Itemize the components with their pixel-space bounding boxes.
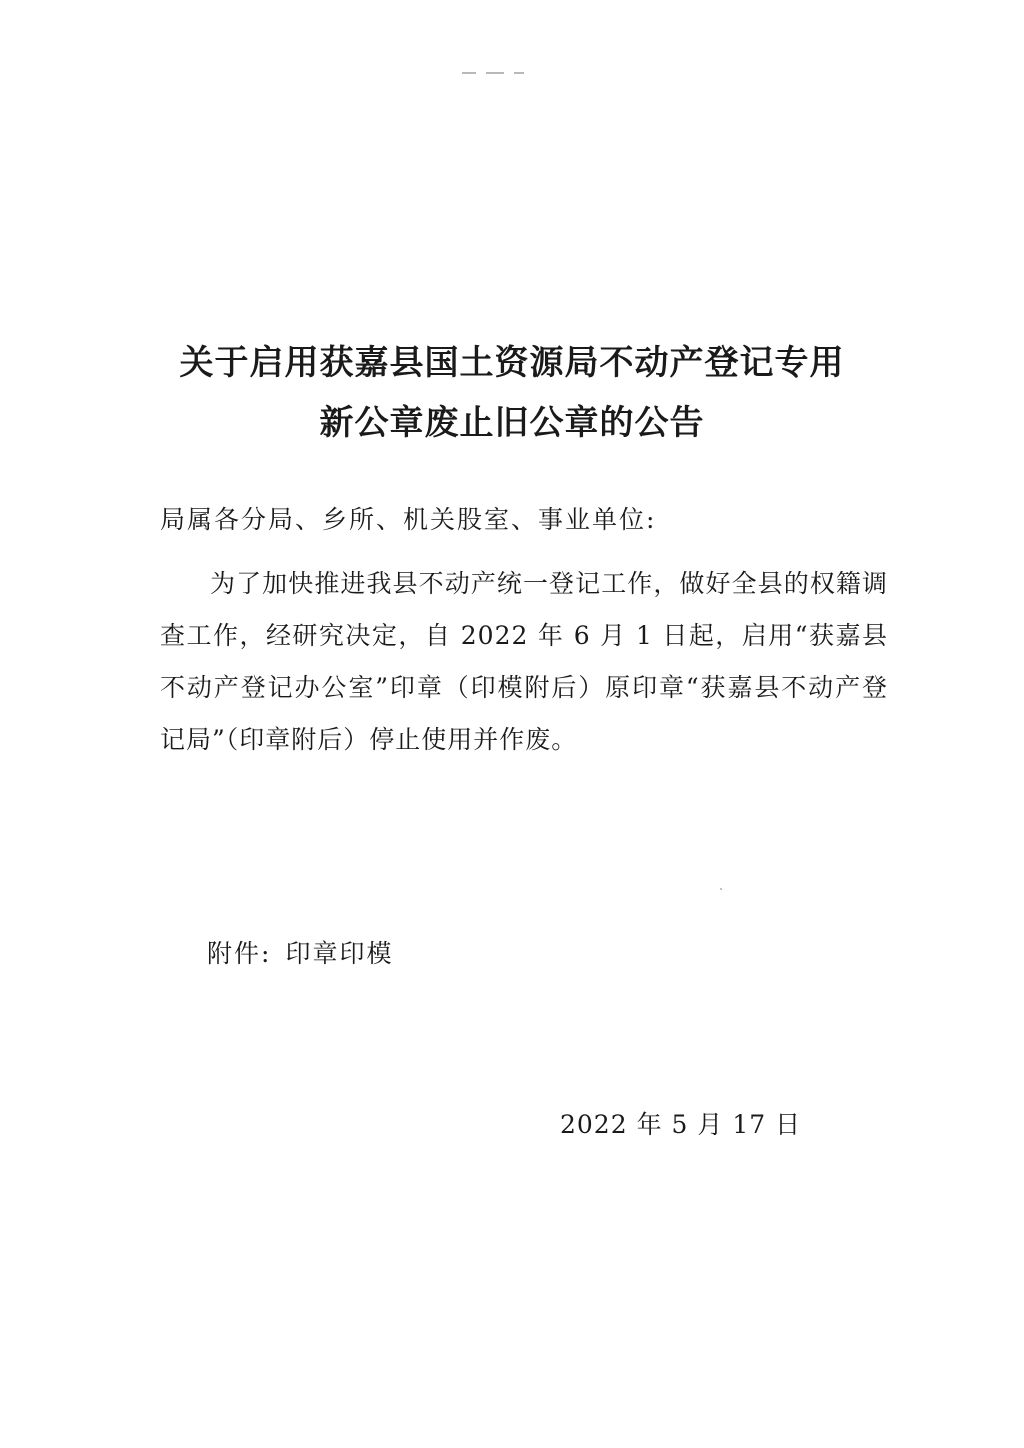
document-title-line-2: 新公章废止旧公章的公告 bbox=[319, 403, 705, 443]
body-paragraph: 为了加快推进我县不动产统一登记工作，做好全县的权籍调查工作，经研究决定，自 2022 年 6 月 1 日起，启用“获嘉县不动产登记办公室”印章（印模附后）原印章“获嘉县不动产登记局”（印章附后）停止使用并作废。 bbox=[160, 569, 888, 754]
attachment-line bbox=[207, 941, 393, 966]
salutation: 局属各分局、乡所、机关股室、事业单位: bbox=[160, 505, 657, 534]
document-title-line-1: 关于启用获嘉县国土资源局不动产登记专用 bbox=[179, 343, 845, 383]
scan-speck bbox=[720, 888, 722, 890]
attachment-value: 印章印模 bbox=[285, 939, 394, 968]
scan-artifact bbox=[462, 70, 532, 76]
attachment-label: 附件: bbox=[207, 939, 272, 968]
document-date: 2022 年 5 月 17 日 bbox=[560, 1110, 802, 1139]
